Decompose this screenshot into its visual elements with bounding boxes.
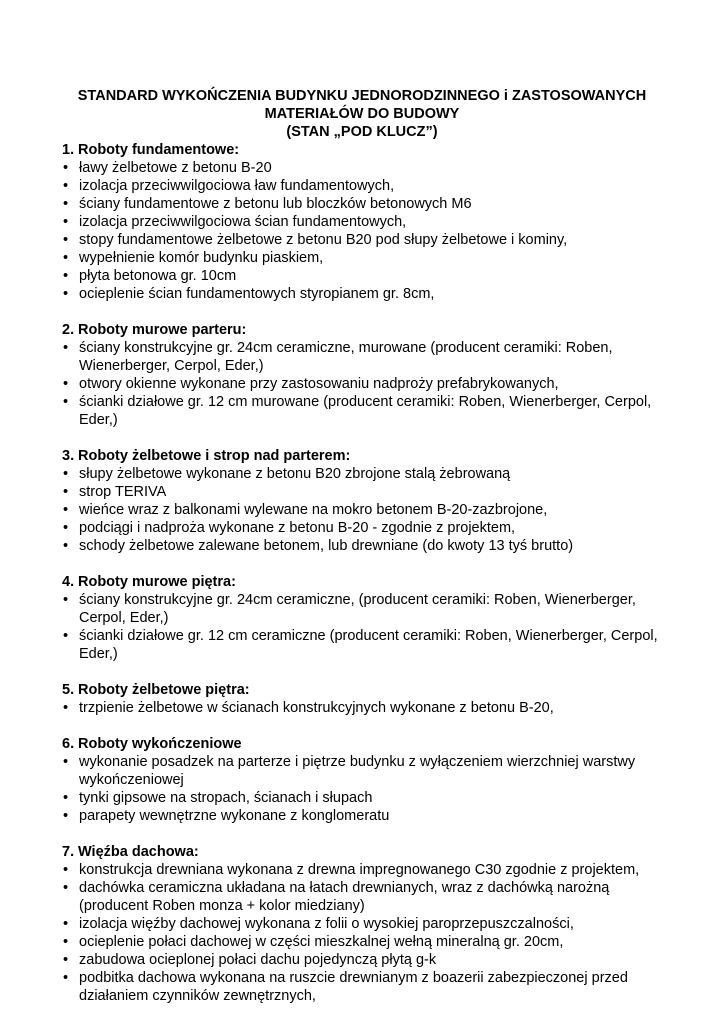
section-heading [62, 735, 664, 753]
list-item [62, 483, 664, 501]
section-2 [62, 321, 664, 429]
bullet-icon: • [63, 286, 69, 302]
list-item [62, 177, 664, 195]
list-item-text: ściany fundamentowe z betonu lub bloczków betonowych M6 [79, 196, 472, 212]
list-item-text: podbitka dachowa wykonana na ruszcie drewnianym z boazerii zabezpieczonej przed działaniem czynników zewnętrznych, [79, 970, 628, 1004]
list-item [62, 861, 664, 879]
section-4 [62, 573, 664, 663]
list-item-text: ścianki działowe gr. 12 cm murowane (producent ceramiki: Roben, Wienerberger, Cerpol, Eder,) [79, 394, 652, 428]
bullet-icon: • [63, 970, 69, 986]
section-title: Więźba dachowa: [78, 844, 199, 860]
list-item [62, 375, 664, 393]
list-item [62, 195, 664, 213]
list-item-text: ściany konstrukcyjne gr. 24cm ceramiczne, (producent ceramiki: Roben, Wienerberger, Cerpol, Eder,) [79, 592, 636, 626]
list-item [62, 285, 664, 303]
list-item-text: ocieplenie ścian fundamentowych styropianem gr. 8cm, [79, 286, 435, 302]
list-item [62, 249, 664, 267]
section-title: Roboty żelbetowe i strop nad parterem: [78, 448, 351, 464]
list-item [62, 231, 664, 249]
section-6 [62, 735, 664, 825]
list-item [62, 501, 664, 519]
title-line-3: (STAN „POD KLUCZ”) [286, 124, 438, 140]
section-title: Roboty żelbetowe piętra: [78, 682, 250, 698]
list-item [62, 933, 664, 951]
list-item-text: zabudowa ocieplonej połaci dachu pojedynczą płytą g-k [79, 952, 437, 968]
list-item-text: podciągi i nadproża wykonane z betonu B-20 - zgodnie z projektem, [79, 520, 516, 536]
section-number: 2. [62, 322, 75, 338]
item-list [62, 465, 664, 555]
bullet-icon: • [63, 592, 69, 608]
list-item [62, 789, 664, 807]
section-heading [62, 681, 664, 699]
section-title: Roboty murowe piętra: [78, 574, 236, 590]
section-5 [62, 681, 664, 717]
bullet-icon: • [63, 484, 69, 500]
list-item [62, 969, 664, 1005]
list-item-text: izolacja przeciwwilgociowa ław fundamentowych, [79, 178, 395, 194]
list-item-text: ściany konstrukcyjne gr. 24cm ceramiczne, murowane (producent ceramiki: Roben, Wienerberger, Cerpol, Eder,) [79, 340, 613, 374]
section-number: 4. [62, 574, 75, 590]
bullet-icon: • [63, 538, 69, 554]
section-number: 3. [62, 448, 75, 464]
item-list [62, 861, 664, 1005]
section-1 [62, 141, 664, 303]
list-item [62, 591, 664, 627]
section-title: Roboty wykończeniowe [78, 736, 242, 752]
list-item-text: schody żelbetowe zalewane betonem, lub drewniane (do kwoty 13 tyś brutto) [79, 538, 574, 554]
list-item-text: konstrukcja drewniana wykonana z drewna impregnowanego C30 zgodnie z projektem, [79, 862, 640, 878]
bullet-icon: • [63, 754, 69, 770]
list-item [62, 339, 664, 375]
list-item-text: wieńce wraz z balkonami wylewane na mokro betonem B-20-zazbrojone, [79, 502, 548, 518]
list-item-text: tynki gipsowe na stropach, ścianach i słupach [79, 790, 373, 806]
bullet-icon: • [63, 196, 69, 212]
section-heading [62, 141, 664, 159]
document-title [62, 87, 664, 141]
bullet-icon: • [63, 862, 69, 878]
list-item-text: dachówka ceramiczna układana na łatach drewnianych, wraz z dachówką narożną (producent Roben monza + kolor miedziany) [79, 880, 610, 914]
list-item [62, 951, 664, 969]
bullet-icon: • [63, 160, 69, 176]
section-heading [62, 843, 664, 861]
section-heading [62, 321, 664, 339]
list-item [62, 807, 664, 825]
bullet-icon: • [63, 340, 69, 356]
bullet-icon: • [63, 700, 69, 716]
bullet-icon: • [63, 250, 69, 266]
bullet-icon: • [63, 232, 69, 248]
bullet-icon: • [63, 952, 69, 968]
list-item-text: ścianki działowe gr. 12 cm ceramiczne (producent ceramiki: Roben, Wienerberger, Cerpol, Eder,) [79, 628, 658, 662]
item-list [62, 591, 664, 663]
bullet-icon: • [63, 268, 69, 284]
item-list [62, 699, 664, 717]
item-list [62, 339, 664, 429]
section-number: 5. [62, 682, 75, 698]
section-number: 7. [62, 844, 75, 860]
list-item-text: płyta betonowa gr. 10cm [79, 268, 237, 284]
section-title: Roboty murowe parteru: [78, 322, 247, 338]
list-item [62, 465, 664, 483]
list-item-text: otwory okienne wykonane przy zastosowaniu nadproży prefabrykowanych, [79, 376, 559, 392]
list-item [62, 393, 664, 429]
bullet-icon: • [63, 790, 69, 806]
list-item-text: wypełnienie komór budynku piaskiem, [79, 250, 324, 266]
item-list [62, 159, 664, 303]
section-title: Roboty fundamentowe: [78, 142, 240, 158]
bullet-icon: • [63, 466, 69, 482]
list-item-text: strop TERIVA [79, 484, 167, 500]
bullet-icon: • [63, 934, 69, 950]
section-heading [62, 573, 664, 591]
list-item-text: ławy żelbetowe z betonu B-20 [79, 160, 272, 176]
list-item [62, 159, 664, 177]
list-item [62, 627, 664, 663]
list-item [62, 537, 664, 555]
sections-container [62, 141, 664, 1005]
list-item-text: izolacja więźby dachowej wykonana z folii o wysokiej paroprzepuszczalności, [79, 916, 574, 932]
list-item [62, 267, 664, 285]
section-7 [62, 843, 664, 1005]
list-item-text: wykonanie posadzek na parterze i piętrze budynku z wyłączeniem wierzchniej warstwy wykończeniowej [79, 754, 636, 788]
bullet-icon: • [63, 880, 69, 896]
list-item-text: ocieplenie połaci dachowej w części mieszkalnej wełną mineralną gr. 20cm, [79, 934, 564, 950]
title-line-2: MATERIAŁÓW DO BUDOWY [264, 106, 460, 122]
list-item [62, 519, 664, 537]
section-heading [62, 447, 664, 465]
list-item [62, 753, 664, 789]
bullet-icon: • [63, 628, 69, 644]
list-item [62, 213, 664, 231]
item-list [62, 753, 664, 825]
bullet-icon: • [63, 178, 69, 194]
list-item-text: stopy fundamentowe żelbetowe z betonu B20 pod słupy żelbetowe i kominy, [79, 232, 568, 248]
bullet-icon: • [63, 394, 69, 410]
bullet-icon: • [63, 502, 69, 518]
list-item-text: parapety wewnętrzne wykonane z konglomeratu [79, 808, 390, 824]
title-line-1: STANDARD WYKOŃCZENIA BUDYNKU JEDNORODZINNEGO i ZASTOSOWANYCH [77, 88, 647, 104]
bullet-icon: • [63, 214, 69, 230]
bullet-icon: • [63, 808, 69, 824]
section-3 [62, 447, 664, 555]
section-number: 1. [62, 142, 75, 158]
list-item-text: słupy żelbetowe wykonane z betonu B20 zbrojone stalą żebrowaną [79, 466, 511, 482]
list-item [62, 879, 664, 915]
list-item [62, 699, 664, 717]
list-item-text: izolacja przeciwwilgociowa ścian fundamentowych, [79, 214, 407, 230]
bullet-icon: • [63, 520, 69, 536]
section-number: 6. [62, 736, 75, 752]
list-item-text: trzpienie żelbetowe w ścianach konstrukcyjnych wykonane z betonu B-20, [79, 700, 554, 716]
bullet-icon: • [63, 376, 69, 392]
bullet-icon: • [63, 916, 69, 932]
list-item [62, 915, 664, 933]
